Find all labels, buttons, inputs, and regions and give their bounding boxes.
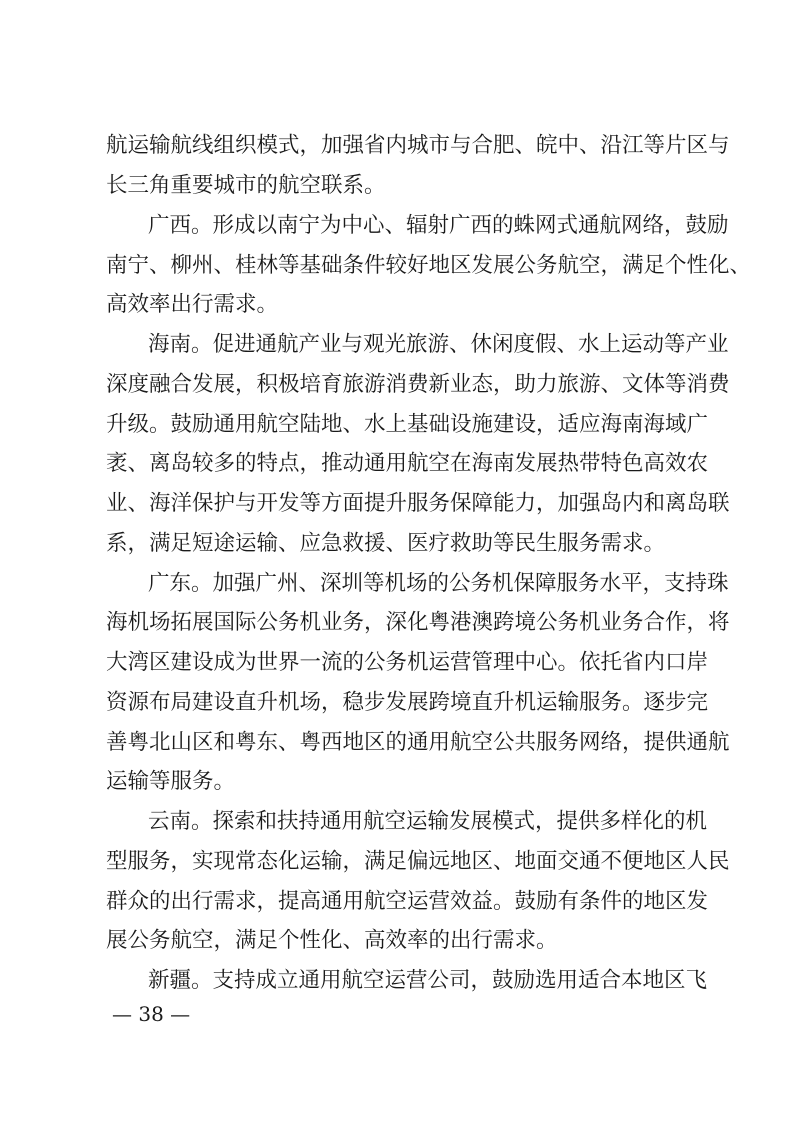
paragraph-line: 深度融合发展，积极培育旅游消费新业态，助力旅游、文体等消费 [106,372,730,397]
paragraph-line: 长三角重要城市的航空联系。 [106,173,386,198]
paragraph-line: 群众的出行需求，提高通用航空运营效益。鼓励有条件的地区发 [106,889,709,914]
paragraph-line: 大湾区建设成为世界一流的公务机运营管理中心。依托省内口岸 [106,650,709,675]
paragraph-line: 袤、离岛较多的特点，推动通用航空在海南发展热带特色高效农 [106,451,709,476]
paragraph-line: 型服务，实现常态化运输，满足偏远地区、地面交通不便地区人民 [106,849,730,874]
paragraph-line: 航运输航线组织模式，加强省内城市与合肥、皖中、沿江等片区与 [106,133,730,158]
paragraph-line: 广东。加强广州、深圳等机场的公务机保障服务水平，支持珠 [148,571,729,596]
paragraph-line: 海机场拓展国际公务机业务，深化粤港澳跨境公务机业务合作，将 [106,610,730,635]
paragraph-line: 升级。鼓励通用航空陆地、水上基础设施建设，适应海南海域广 [106,412,709,437]
paragraph-line: 资源布局建设直升机场，稳步发展跨境直升机运输服务。逐步完 [106,690,709,715]
paragraph-line: 高效率出行需求。 [106,292,279,317]
paragraph-line: 南宁、柳州、桂林等基础条件较好地区发展公务航空，满足个性化、 [106,253,752,278]
paragraph-line: 新疆。支持成立通用航空运营公司，鼓励选用适合本地区飞 [148,968,708,993]
paragraph-line: 展公务航空，满足个性化、高效率的出行需求。 [106,928,558,953]
paragraph-line: 系，满足短途运输、应急救援、医疗救助等民生服务需求。 [106,531,666,556]
paragraph-line: 业、海洋保护与开发等方面提升服务保障能力，加强岛内和离岛联 [106,491,730,516]
paragraph-line: 云南。探索和扶持通用航空运输发展模式，提供多样化的机 [148,809,708,834]
page-number: — 38 — [112,1002,191,1026]
paragraph-line: 海南。促进通航产业与观光旅游、休闲度假、水上运动等产业 [148,332,729,357]
paragraph-line: 善粤北山区和粤东、粤西地区的通用航空公共服务网络，提供通航 [106,730,730,755]
paragraph-line: 运输等服务。 [106,769,236,794]
paragraph-line: 广西。形成以南宁为中心、辐射广西的蛛网式通航网络，鼓励 [148,213,729,238]
